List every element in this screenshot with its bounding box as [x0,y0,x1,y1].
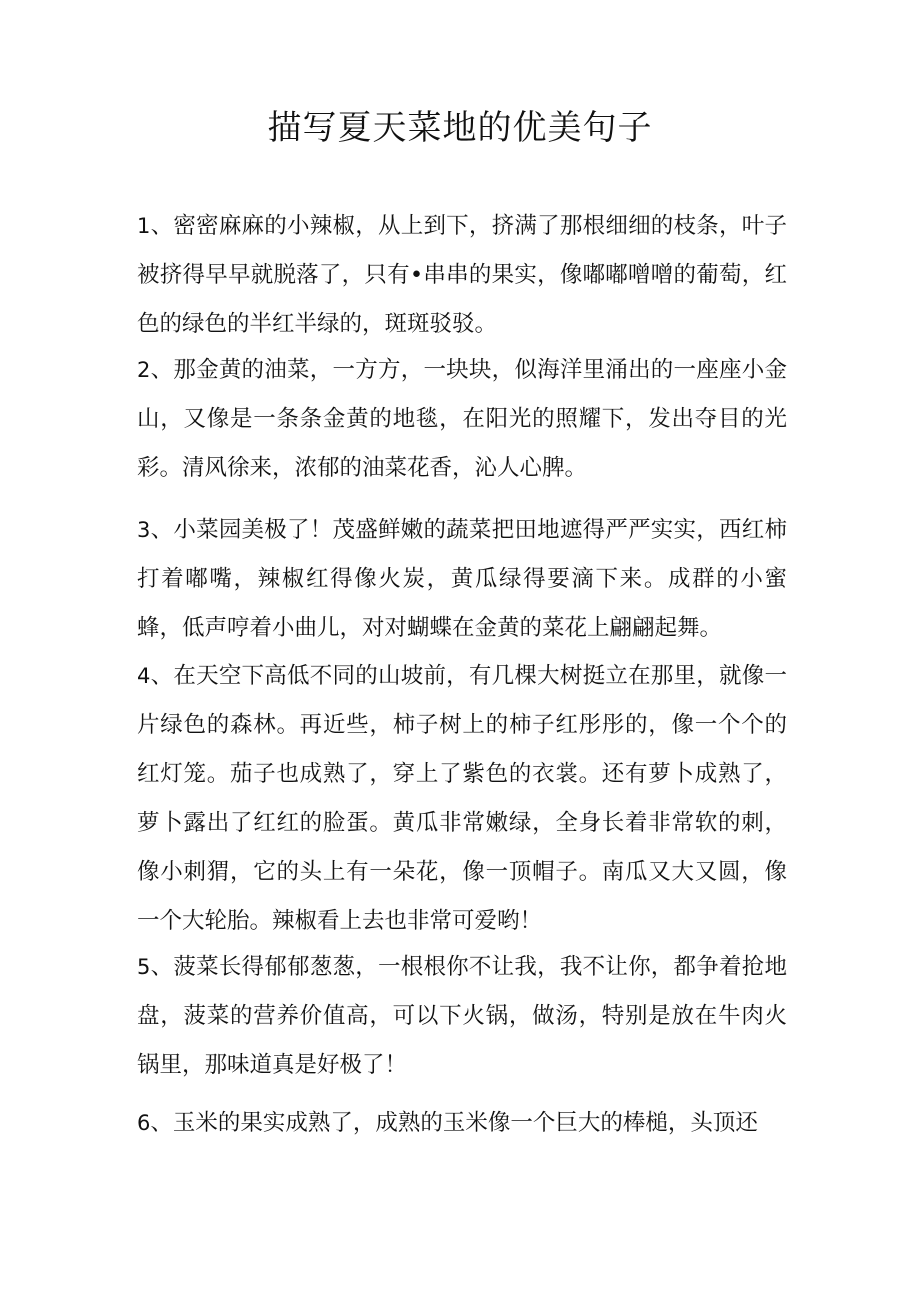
paragraph-6 [137,1099,787,1148]
paragraph-number: 2 [137,358,151,382]
paragraph-5 [137,943,787,1090]
paragraph-text: 、菠菜长得郁郁葱葱，一根根你不让我，我不让你，都争着抢地盘，菠菜的营养价值高，可以下火锅，做汤，特别是放在牛肉火锅里，那味道真是好极了！ [137,954,787,1078]
paragraph-number: 4 [137,664,151,688]
paragraph-4 [137,652,787,946]
paragraph-text: 、小菜园美极了！茂盛鲜嫩的蔬菜把田地遮得严严实实，西红柿打着嘟嘴，辣椒红得像火炭，黄瓜绿得要滴下来。成群的小蜜蜂，低声哼着小曲儿，对对蝴蝶在金黄的菜花上翩翩起舞。 [137,517,787,641]
paragraph-text: 、密密麻麻的小辣椒，从上到下，挤满了那根细细的枝条，叶子被挤得早早就脱落了，只有•串串的果实，像嘟嘟噌噌的葡萄，红色的绿色的半红半绿的，斑斑驳驳。 [137,213,787,337]
paragraph-text: 、那金黄的油菜，一方方，一块块，似海洋里涌出的一座座小金山，又像是一条条金黄的地毯，在阳光的照耀下，发出夺目的光彩。清风徐来，浓郁的油菜花香，沁人心脾。 [137,357,787,481]
paragraph-text: 、在天空下高低不同的山坡前，有几棵大树挺立在那里，就像一片绿色的森林。再近些，柿子树上的柿子红彤彤的，像一个个的红灯笼。茄子也成熟了，穿上了紫色的衣裳。还有萝卜成熟了，萝卜露出了红红的脸蛋。黄瓜非常嫩绿，全身长着非常软的刺，像小刺猬，它的头上有一朵花，像一顶帽子。南瓜又大又圆，像一个大轮胎。辣椒看上去也非常可爱哟！ [137,663,787,934]
paragraph-2 [137,346,787,493]
paragraph-1 [137,202,787,349]
paragraph-number: 3 [137,518,151,542]
document-title: 描写夏天菜地的优美句子 [267,108,653,148]
paragraph-text: 、玉米的果实成熟了，成熟的玉米像一个巨大的棒槌，头顶还 [150,1110,758,1136]
paragraph-number: 6 [137,1111,151,1135]
paragraph-number: 5 [137,955,151,979]
paragraph-number: 1 [137,214,151,238]
paragraph-3 [137,506,787,653]
